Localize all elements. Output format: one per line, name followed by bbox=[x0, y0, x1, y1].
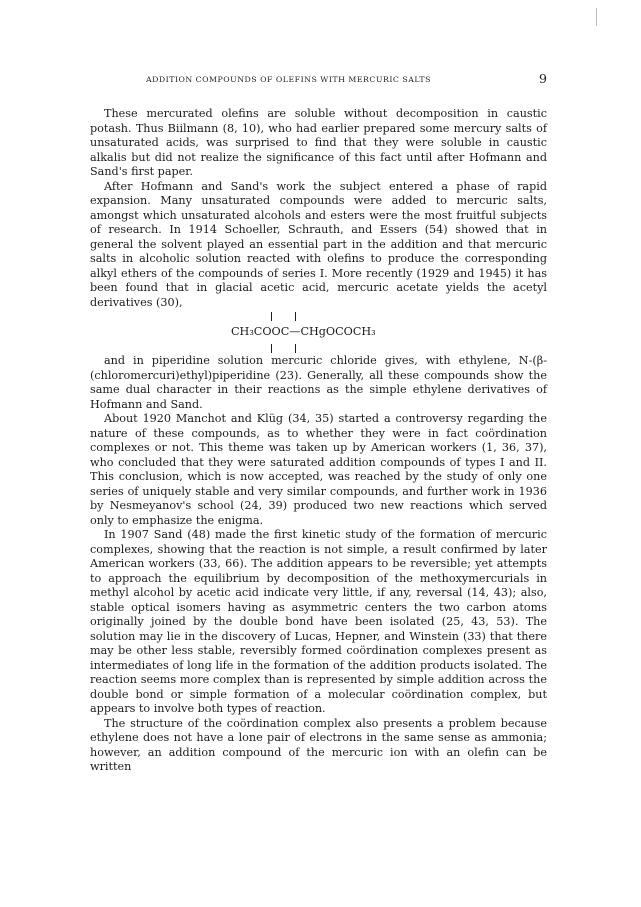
page-number: 9 bbox=[539, 71, 547, 86]
paragraph-2: After Hofmann and Sand's work the subject entered a phase of rapid expansion. Many unsaturated compounds were added to mercuric salts, amongst which unsaturated alcohols and esters were the most fruitful subjects of research. In 1914 Schoeller, Schrauth, and Essers (54) showed that in general the solvent played an essential part in the addition and that mercuric salts in alcoholic solution reacted with olefins to produce the corresponding alkyl ethers of the compounds of series I. More recently (1929 and 1945) it has been found that in glacial acetic acid, mercuric acetate yields the acetyl derivatives (30), bbox=[90, 179, 547, 309]
bond-line bbox=[295, 312, 296, 321]
bond-line bbox=[271, 312, 272, 321]
paragraph-5: In 1907 Sand (48) made the first kinetic study of the formation of mercuric complexes, showing that the reaction is not simple, a result confirmed by later American workers (33, 66). The addition appears to be reversible; yet attempts to approach the equilibrium by decomposition of the methoxymercurials in methyl alcohol by acetic acid indicate very little, if any, reversal (14, 43); also, stable optical isomers having as asymmetric centers the two carbon atoms originally joined by the double bond have been isolated (25, 43, 53). The solution may lie in the discovery of Lucas, Hepner, and Winstein (33) that there may be other less stable, reversibly formed coördination complexes present as intermediates of long life in the formation of the addition products isolated. The reaction seems more complex than is represented by simple addition across the double bond or simple formation of a molecular coördination complex, but appears to involve both types of reaction. bbox=[90, 528, 547, 715]
page-header bbox=[90, 73, 547, 89]
running-title: ADDITION COMPOUNDS OF OLEFINS WITH MERCURIC SALTS bbox=[146, 75, 431, 84]
chemical-formula bbox=[90, 310, 547, 354]
formula-text: CH₃COOC—CHgOCOCH₃ bbox=[231, 325, 376, 338]
bond-line bbox=[295, 344, 296, 353]
paragraph-4: About 1920 Manchot and Klüg (34, 35) started a controversy regarding the nature of these compounds, as to whether they were in fact coördination complexes or not. This theme was taken up by American workers (1, 36, 37), who concluded that they were saturated addition compounds of types I and II. This conclusion, which is now accepted, was reached by the study of only one series of uniquely stable and very similar compounds, and further work in 1936 by Nesmeyanov's school (24, 39) produced two new reactions which served only to emphasize the enigma. bbox=[90, 412, 547, 527]
bond-line bbox=[271, 344, 272, 353]
paragraph-1: These mercurated olefins are soluble without decomposition in caustic potash. Thus Biilmann (8, 10), who had earlier prepared some mercury salts of unsaturated acids, was surprised to find that they were soluble in caustic alkalis but did not realize the significance of this fact until after Hofmann and Sand's first paper. bbox=[90, 107, 547, 178]
scan-mark bbox=[596, 8, 597, 26]
body-text bbox=[90, 107, 547, 775]
paragraph-3: and in piperidine solution mercuric chloride gives, with ethylene, N-(β-(chloromercuri)ethyl)piperidine (23). Generally, all these compounds show the same dual character in their reactions as the simple ethylene derivatives of Hofmann and Sand. bbox=[90, 354, 547, 411]
paragraph-6: The structure of the coördination complex also presents a problem because ethylene does not have a lone pair of electrons in the same sense as ammonia; however, an addition compound of the mercuric ion with an olefin can be written bbox=[90, 716, 547, 773]
